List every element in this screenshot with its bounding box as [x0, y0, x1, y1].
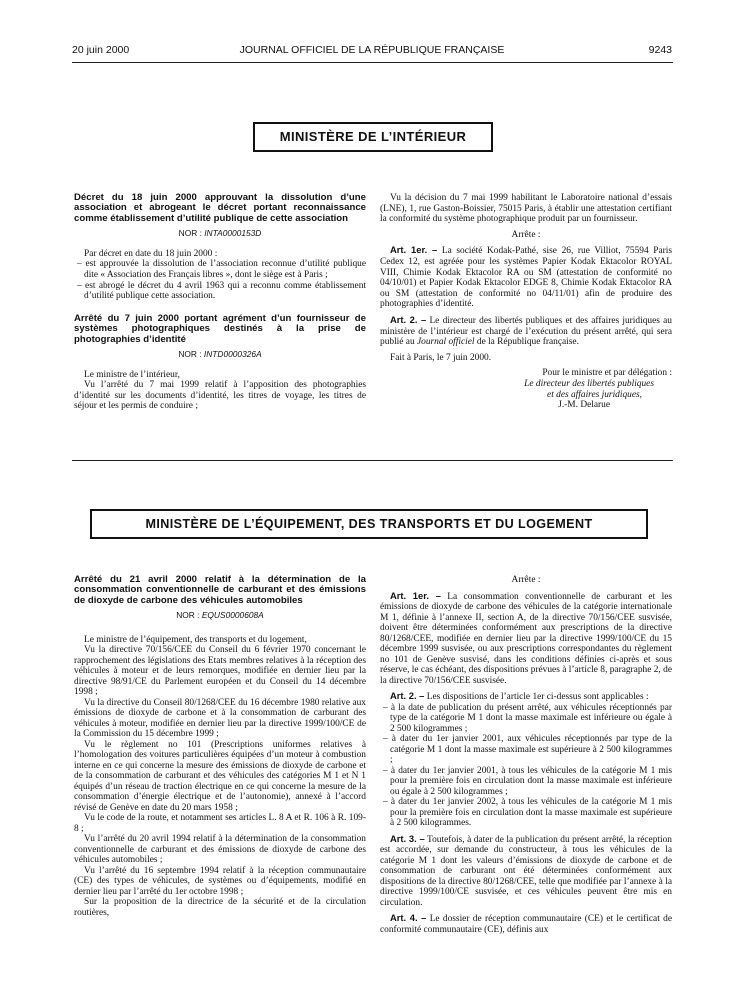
art-2-item-2: – à dater du 1er janvier 2001, aux véhicules réceptionnés par type de la catégorie M 1 dont la masse maximale est supérieure à 2 500 kilogrammes ; — [383, 734, 672, 765]
arrete-carburant-title: Arrêté du 21 avril 2000 relatif à la détermination de la consommation conventionnelle de carburant et des émissions de dioxyde de carbone des véhicules automobiles — [74, 574, 366, 606]
ministry-interieur-title: MINISTÈRE DE L’INTÉRIEUR — [279, 129, 467, 144]
signature-line-2: Le directeur des libertés publiques — [524, 378, 654, 389]
arrete-carburant-minister: Le ministre de l’équipement, des transports et du logement, — [84, 634, 307, 645]
signature-line-1: Pour le ministre et par délégation : — [542, 368, 672, 379]
ministry-equipement-banner — [90, 509, 648, 539]
arrete-photo-art-1: Art. 1er. – La société Kodak-Pathé, sise 26, rue Villiot, 75594 Paris Cedex 12, est agréée pour les systèmes Papier Kodak Ektacolor ROYAL VIII, Chimie Kodak Ektacolor RA ou SM (attestation de conformité no 04/10/01) et Papier Kodak Ektacolor EDGE 8, Chimie Kodak Ektacolor RA ou SM (attestation de conformité no 04/11/01) afin de produire des photographies d’identité. — [380, 244, 672, 310]
arrete-carburant-art-1: Art. 1er. – La consommation conventionnelle de carburant et les émissions de dioxyde de carbone des véhicules de la catégorie internationale M 1, définie à l’annexe II, section A, de la directive 70/156/CEE susvisée, doivent être déterminées conformément aux prescriptions de la directive 80/1268/CEE, modifiée en dernier lieu par la directive 1999/100/CE du 15 décembre 1999 susvisée, ou aux prescriptions correspondantes du règlement no 101 de Genève susvisé, dans les conditions définies ci-après et sous réserve, le cas échéant, des dispositions prévues à l’article 8, paragraphe 2, de la directive 70/156/CEE susvisée. — [380, 589, 673, 686]
header-date: 20 juin 2000 — [72, 44, 130, 56]
arrete-carburant-vu-3: Vu le règlement no 101 (Prescriptions uniformes relatives à l’homologation des voitures particulières équipées d’un moteur à combustion interne en ce qui concerne la mesure des émissions de dioxyde de carbone et de la consommation de carburant et des véhicules des catégories M 1 et N 1 équipés d’un réseau de traction électrique en ce qui concerne la mesure de la consommation d’énergie électrique et de l’autonomie), annexé à l’accord révisé de Genève en date du 20 mars 1958 ; — [74, 739, 366, 813]
decret-item-2: – est abrogé le décret du 4 avril 1963 qui a reconnu comme établissement d’utilité publique cette association. — [77, 280, 366, 302]
decret-nor: NOR : INTA0000153D — [178, 228, 262, 239]
art-2-item-1: – à la date de publication du présent arrêté, aux véhicules réceptionnés par type de la catégorie M 1 dont la masse maximale est inférieure ou égale à 2 500 kilogrammes ; — [383, 702, 672, 734]
arrete-carburant-art-2: Art. 2. – Les dispositions de l’article 1er ci-dessus sont applicables : — [390, 690, 649, 702]
section-divider-rule — [72, 460, 673, 461]
arrete-photo-vu-2: Vu la décision du 7 mai 1999 habilitant le Laboratoire national d’essais (LNE), 1, rue Gaston-Boissier, 75015 Paris, à établir une attestation certifiant la conformité du système photographique produit par un fournisseur. — [380, 193, 672, 225]
arrete-carburant-nor: NOR : EQUS0000608A — [176, 610, 264, 621]
arrete-photo-art-2: Art. 2. – Le directeur des libertés publiques et des affaires juridiques au ministère de l’intérieur est chargé de l’exécution du présent arrêté, qui sera publié au Journal officiel de la République française. — [380, 313, 672, 348]
decret-nor-code: INTA0000153D — [204, 228, 262, 239]
arrete-photo-fait: Fait à Paris, le 7 juin 2000. — [390, 352, 492, 363]
header-journal: JOURNAL OFFICIEL DE LA RÉPUBLIQUE FRANÇAISE — [239, 44, 505, 56]
arrete-carburant-vu-5: Vu l’arrêté du 20 avril 1994 relatif à la détermination de la consommation conventionnelle de carburant et des émissions de dioxyde de carbone des véhicules automobiles ; — [74, 834, 366, 866]
page-header — [72, 44, 672, 60]
interieur-right-column — [380, 193, 672, 411]
header-page-number: 9243 — [648, 44, 672, 56]
arrete-carburant-vu-1: Vu la directive 70/156/CEE du Conseil du 6 février 1970 concernant le rapprochement des législations des Etats membres relatives à la réception des véhicules à moteur et de leurs remorques, modifiée en dernier lieu par la directive 98/91/CE du Parlement européen et du Conseil du 14 décembre 1998 ; — [74, 645, 366, 698]
art-2-item-4: – à dater du 1er janvier 2002, à tous les véhicules de la catégorie M 1 mis pour la première fois en circulation dont la masse maximale est supérieure à 2 500 kilogrammes. — [383, 797, 672, 828]
arrete-photo-nor-code: INTD0000326A — [203, 349, 262, 359]
arrete-carburant-vu-2: Vu la directive du Conseil 80/1268/CEE du 16 décembre 1980 relative aux émissions de dioxyde de carbone et à la consommation de carburant des véhicules à moteur, modifiée en dernier lieu par la directive 1999/100/CE de la Commission du 15 décembre 1999 ; — [74, 697, 366, 740]
equipement-right-column — [380, 575, 672, 935]
arrete-carburant-nor-code: EQUS0000608A — [201, 610, 264, 621]
decret-intro: Par décret en date du 18 juin 2000 : — [84, 248, 218, 259]
ministry-interieur-banner — [253, 122, 493, 152]
signature-name: J.-M. Delarue — [558, 400, 610, 411]
equipement-left-column — [74, 575, 366, 918]
arrete-photo-nor: NOR : INTD0000326A — [178, 349, 262, 359]
arrete-photo-vu-1: Vu l’arrêté du 7 mai 1999 relatif à l’apposition des photographies d’identité sur les documents d’identité, les titres de voyage, les titres de séjour et les permis de conduire ; — [74, 380, 366, 412]
arrete-carburant-arrete-label: Arrête : — [511, 575, 541, 585]
ministry-equipement-title: MINISTÈRE DE L’ÉQUIPEMENT, DES TRANSPORTS ET DU LOGEMENT — [145, 517, 593, 531]
interieur-left-column — [74, 193, 366, 412]
art-2-item-3: – à dater du 1er janvier 2001, à tous les véhicules de la catégorie M 1 mis pour la première fois en circulation dont la masse maximale est inférieure ou égale à 2 500 kilogrammes ; — [383, 765, 672, 797]
arrete-carburant-art-3: Art. 3. – Toutefois, à dater de la publication du présent arrêté, la réception est accordée, sur demande du constructeur, à tous les véhicules de la catégorie M 1 dont les valeurs d’émissions de dioxyde de carbone et de consommation de carburant ont été déterminées conformément aux dispositions de la directive 80/1268/CEE, telle que modifiée par l’annexe à la directive 1999/100/CE susvisée, et ces véhicules peuvent être mis en circulation. — [380, 832, 672, 908]
arrete-photo-title: Arrêté du 7 juin 2000 portant agrément d’un fournisseur de systèmes photographiques destinés à la prise de photographies d’identité — [74, 312, 366, 345]
arrete-carburant-art-4: Art. 4. – Le dossier de réception communautaire (CE) et le certificat de conformité communautaire (CE), définis aux — [380, 912, 672, 935]
decret-item-1: – est approuvée la dissolution de l’association reconnue d’utilité publique dite « Association des Français libres », dont le siège est à Paris ; — [77, 259, 366, 280]
arrete-carburant-vu-4: Vu le code de la route, et notamment ses articles L. 8 A et R. 106 à R. 109-8 ; — [74, 813, 366, 834]
arrete-photo-minister: Le ministre de l’intérieur, — [84, 369, 180, 380]
arrete-photo-arrete-label: Arrête : — [511, 229, 541, 240]
arrete-carburant-vu-6: Vu l’arrêté du 16 septembre 1994 relatif à la réception communautaire (CE) des types de véhicules, de systèmes ou d’équipements, modifié en dernier lieu par l’arrêté du 1er octobre 1998 ; — [74, 865, 366, 897]
arrete-carburant-proposition: Sur la proposition de la directrice de la sécurité et de la circulation routières, — [74, 897, 366, 918]
signature-line-3: et des affaires juridiques, — [547, 389, 642, 400]
decret-title: Décret du 18 juin 2000 approuvant la dissolution d’une association et abrogeant le décret portant reconnaissance comme établissement d’utilité publique de cette association — [74, 192, 366, 224]
header-rule — [72, 62, 673, 63]
